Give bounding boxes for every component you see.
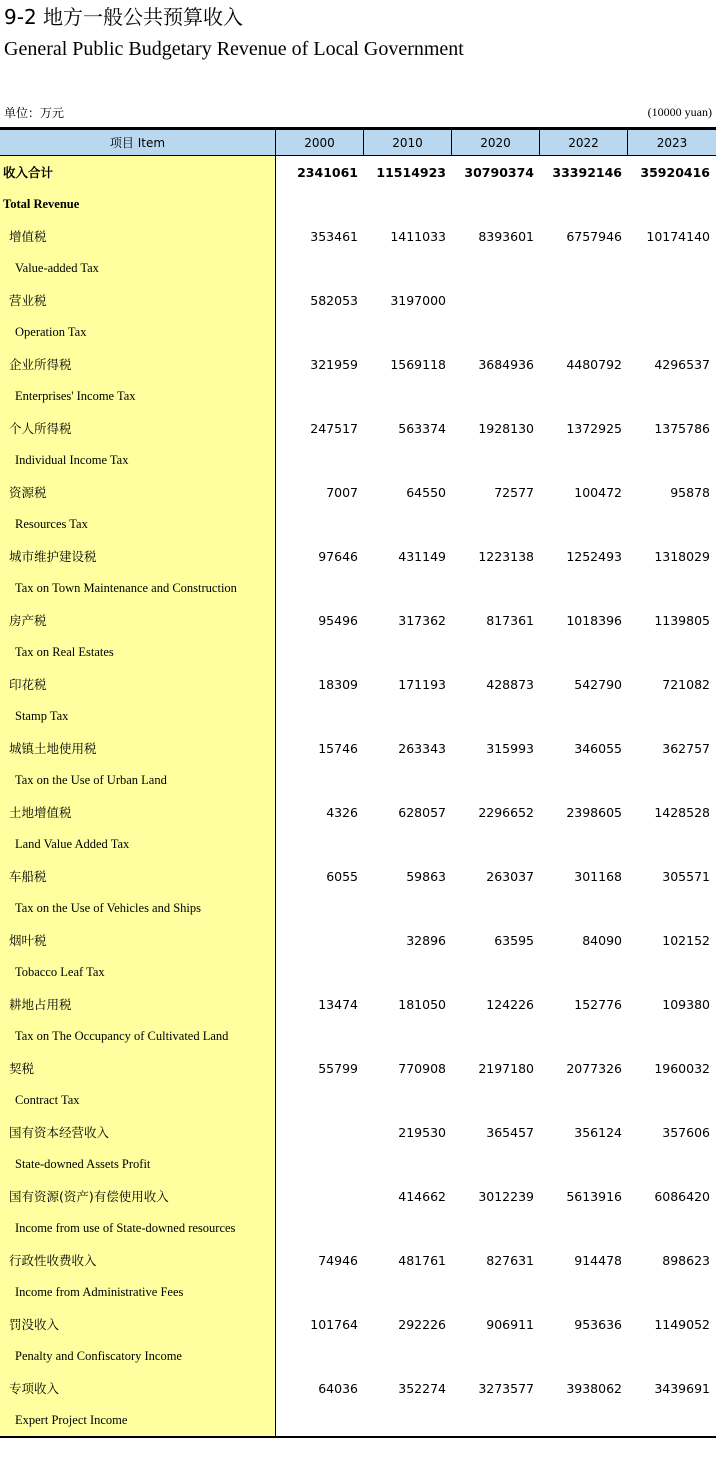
value-cell: 898623 xyxy=(662,1252,710,1268)
value-cell: 317362 xyxy=(398,612,446,628)
row-label-english: Operation Tax xyxy=(15,324,87,339)
row-label-english: Enterprises' Income Tax xyxy=(15,388,136,403)
table-row-english xyxy=(0,956,716,988)
table-row xyxy=(0,156,716,188)
row-label-english: Tobacco Leaf Tax xyxy=(15,964,105,979)
table-row xyxy=(0,732,716,764)
value-cell: 55799 xyxy=(318,1060,358,1076)
table-row-english xyxy=(0,380,716,412)
header-year: 2000 xyxy=(276,130,364,155)
value-cell xyxy=(276,924,364,956)
value-cell: 817361 xyxy=(486,612,534,628)
row-label-english: State-downed Assets Profit xyxy=(15,1156,151,1171)
value-cell: 1318029 xyxy=(654,548,710,564)
row-label-chinese: 行政性收费收入 xyxy=(9,1253,97,1268)
value-cell: 1372925 xyxy=(566,420,622,436)
table-row xyxy=(0,220,716,252)
row-label-english: Tax on the Use of Urban Land xyxy=(15,772,167,787)
value-cell: 6086420 xyxy=(654,1188,710,1204)
row-label-english: Resources Tax xyxy=(15,516,88,531)
value-cell: 414662 xyxy=(398,1188,446,1204)
value-cell: 109380 xyxy=(662,996,710,1012)
value-cell: 431149 xyxy=(398,548,446,564)
table-row xyxy=(0,412,716,444)
table-row xyxy=(0,1372,716,1404)
value-cell: 101764 xyxy=(310,1316,358,1332)
table-row xyxy=(0,1052,716,1084)
table-row-english xyxy=(0,1276,716,1308)
table-row-english xyxy=(0,636,716,668)
value-cell: 1223138 xyxy=(478,548,534,564)
row-label-chinese: 城镇土地使用税 xyxy=(9,741,97,756)
table-header-row xyxy=(0,127,716,156)
table-row-english xyxy=(0,1020,716,1052)
row-label-english: Expert Project Income xyxy=(15,1412,128,1427)
row-label-chinese: 专项收入 xyxy=(9,1381,60,1396)
value-cell xyxy=(276,1116,364,1148)
table-row xyxy=(0,284,716,316)
value-cell: 3439691 xyxy=(654,1380,710,1396)
value-cell: 357606 xyxy=(662,1124,710,1140)
value-cell: 4480792 xyxy=(566,356,622,372)
value-cell: 3938062 xyxy=(566,1380,622,1396)
value-cell: 32896 xyxy=(406,932,446,948)
header-item: 项目 Item xyxy=(0,130,276,155)
value-cell: 74946 xyxy=(318,1252,358,1268)
table-bottom-rule xyxy=(0,1436,716,1438)
value-cell: 1018396 xyxy=(566,612,622,628)
row-label-english: Value-added Tax xyxy=(15,260,99,275)
value-cell: 8393601 xyxy=(478,228,534,244)
value-cell: 1569118 xyxy=(390,356,446,372)
table-row-english xyxy=(0,1148,716,1180)
value-cell: 352274 xyxy=(398,1380,446,1396)
value-cell: 181050 xyxy=(398,996,446,1012)
value-cell: 1960032 xyxy=(654,1060,710,1076)
row-label-chinese: 营业税 xyxy=(9,293,47,308)
value-cell: 11514923 xyxy=(376,164,446,180)
value-cell: 84090 xyxy=(582,932,622,948)
table-row xyxy=(0,924,716,956)
value-cell xyxy=(628,284,716,316)
table-body xyxy=(0,156,716,1436)
table-row-english xyxy=(0,572,716,604)
row-label-english: Penalty and Confiscatory Income xyxy=(15,1348,182,1363)
value-cell: 1928130 xyxy=(478,420,534,436)
row-label-chinese: 烟叶税 xyxy=(9,933,47,948)
value-cell xyxy=(276,1180,364,1212)
table-row-english xyxy=(0,508,716,540)
row-label-chinese: 耕地占用税 xyxy=(9,997,72,1012)
value-cell: 6757946 xyxy=(566,228,622,244)
row-label-chinese: 增值税 xyxy=(9,229,47,244)
value-cell: 6055 xyxy=(326,868,358,884)
value-cell: 365457 xyxy=(486,1124,534,1140)
table-row xyxy=(0,476,716,508)
value-cell: 428873 xyxy=(486,676,534,692)
row-label-chinese: 国有资源(资产)有偿使用收入 xyxy=(9,1189,169,1204)
table-row-english xyxy=(0,188,716,220)
table-row xyxy=(0,540,716,572)
value-cell: 770908 xyxy=(398,1060,446,1076)
row-label-english: Total Revenue xyxy=(3,196,80,211)
row-label-chinese: 契税 xyxy=(9,1061,35,1076)
value-cell: 2398605 xyxy=(566,804,622,820)
value-cell: 63595 xyxy=(494,932,534,948)
value-cell: 7007 xyxy=(326,484,358,500)
value-cell: 721082 xyxy=(662,676,710,692)
value-cell xyxy=(452,284,540,316)
row-label-chinese: 国有资本经营收入 xyxy=(9,1125,110,1140)
row-label-chinese: 房产税 xyxy=(9,613,47,628)
table-row-english xyxy=(0,1084,716,1116)
header-year: 2022 xyxy=(540,130,628,155)
value-cell: 301168 xyxy=(574,868,622,884)
row-label-chinese: 印花税 xyxy=(9,677,47,692)
table-row-english xyxy=(0,1212,716,1244)
header-year: 2020 xyxy=(452,130,540,155)
value-cell: 263343 xyxy=(398,740,446,756)
header-year: 2023 xyxy=(656,135,688,150)
unit-label-chinese: 单位：万元 xyxy=(4,106,65,120)
value-cell: 356124 xyxy=(574,1124,622,1140)
value-cell: 4296537 xyxy=(654,356,710,372)
value-cell: 13474 xyxy=(318,996,358,1012)
value-cell: 542790 xyxy=(574,676,622,692)
page-title-english: General Public Budgetary Revenue of Local Government xyxy=(4,38,464,60)
page-title-chinese: 9-2 地方一般公共预算收入 xyxy=(4,5,244,29)
row-label-chinese: 企业所得税 xyxy=(9,357,72,372)
value-cell: 64550 xyxy=(406,484,446,500)
table-row xyxy=(0,668,716,700)
row-label-english: Tax on Real Estates xyxy=(15,644,114,659)
value-cell: 3012239 xyxy=(478,1188,534,1204)
value-cell: 315993 xyxy=(486,740,534,756)
value-cell: 321959 xyxy=(310,356,358,372)
value-cell: 97646 xyxy=(318,548,358,564)
value-cell: 1375786 xyxy=(654,420,710,436)
row-label-english: Land Value Added Tax xyxy=(15,836,130,851)
value-cell: 124226 xyxy=(486,996,534,1012)
table-row-english xyxy=(0,316,716,348)
table-row-english xyxy=(0,1404,716,1436)
value-cell: 827631 xyxy=(486,1252,534,1268)
value-cell: 2197180 xyxy=(478,1060,534,1076)
value-cell: 1252493 xyxy=(566,548,622,564)
value-cell: 346055 xyxy=(574,740,622,756)
row-label-english: Income from Administrative Fees xyxy=(15,1284,184,1299)
row-label-english: Stamp Tax xyxy=(15,708,69,723)
value-cell: 263037 xyxy=(486,868,534,884)
table-row xyxy=(0,1244,716,1276)
value-cell: 1149052 xyxy=(654,1316,710,1332)
table-row xyxy=(0,860,716,892)
value-cell: 4326 xyxy=(326,804,358,820)
value-cell: 30790374 xyxy=(464,164,534,180)
value-cell: 95878 xyxy=(670,484,710,500)
value-cell: 100472 xyxy=(574,484,622,500)
table-row-english xyxy=(0,1340,716,1372)
table-row-english xyxy=(0,252,716,284)
value-cell: 219530 xyxy=(398,1124,446,1140)
value-cell: 582053 xyxy=(310,292,358,308)
row-label-english: Tax on Town Maintenance and Construction xyxy=(15,580,237,595)
value-cell: 3197000 xyxy=(390,292,446,308)
value-cell xyxy=(540,284,628,316)
row-label-chinese: 车船税 xyxy=(9,869,47,884)
value-cell: 353461 xyxy=(310,228,358,244)
value-cell: 362757 xyxy=(662,740,710,756)
table-row-english xyxy=(0,892,716,924)
value-cell: 953636 xyxy=(574,1316,622,1332)
table-row xyxy=(0,1116,716,1148)
value-cell: 292226 xyxy=(398,1316,446,1332)
value-cell: 18309 xyxy=(318,676,358,692)
value-cell: 64036 xyxy=(318,1380,358,1396)
table-row xyxy=(0,604,716,636)
value-cell: 563374 xyxy=(398,420,446,436)
value-cell: 2341061 xyxy=(297,164,358,180)
table-row xyxy=(0,988,716,1020)
value-cell: 102152 xyxy=(662,932,710,948)
row-label-english: Income from use of State-downed resources xyxy=(15,1220,236,1235)
table-row-english xyxy=(0,764,716,796)
value-cell: 171193 xyxy=(398,676,446,692)
row-label-chinese: 资源税 xyxy=(9,485,47,500)
value-cell: 914478 xyxy=(574,1252,622,1268)
row-label-chinese: 城市维护建设税 xyxy=(9,549,97,564)
value-cell: 1139805 xyxy=(654,612,710,628)
value-cell: 3273577 xyxy=(478,1380,534,1396)
value-cell: 2077326 xyxy=(566,1060,622,1076)
row-label-chinese: 个人所得税 xyxy=(9,421,72,436)
value-cell: 906911 xyxy=(486,1316,534,1332)
row-label-english: Tax on the Use of Vehicles and Ships xyxy=(15,900,202,915)
row-label-chinese: 收入合计 xyxy=(3,165,54,180)
value-cell: 2296652 xyxy=(478,804,534,820)
value-cell: 1411033 xyxy=(390,228,446,244)
value-cell: 33392146 xyxy=(552,164,622,180)
table-row xyxy=(0,1180,716,1212)
header-year: 2010 xyxy=(364,130,452,155)
value-cell: 15746 xyxy=(318,740,358,756)
value-cell: 3684936 xyxy=(478,356,534,372)
row-label-english: Individual Income Tax xyxy=(15,452,129,467)
value-cell: 95496 xyxy=(318,612,358,628)
row-label-english: Tax on The Occupancy of Cultivated Land xyxy=(15,1028,229,1043)
unit-label-english: (10000 yuan) xyxy=(647,105,712,119)
table-row-english xyxy=(0,444,716,476)
value-cell: 35920416 xyxy=(640,164,710,180)
row-label-chinese: 土地增值税 xyxy=(9,805,72,820)
value-cell: 72577 xyxy=(494,484,534,500)
value-cell: 305571 xyxy=(662,868,710,884)
table-row xyxy=(0,348,716,380)
value-cell: 247517 xyxy=(310,420,358,436)
value-cell: 1428528 xyxy=(654,804,710,820)
table-row xyxy=(0,796,716,828)
row-label-chinese: 罚没收入 xyxy=(9,1317,60,1332)
table-row-english xyxy=(0,828,716,860)
value-cell: 5613916 xyxy=(566,1188,622,1204)
value-cell: 59863 xyxy=(406,868,446,884)
table-row xyxy=(0,1308,716,1340)
revenue-table xyxy=(0,127,716,1438)
value-cell: 628057 xyxy=(398,804,446,820)
value-cell: 10174140 xyxy=(646,228,710,244)
row-label-english: Contract Tax xyxy=(15,1092,80,1107)
table-row-english xyxy=(0,700,716,732)
value-cell: 481761 xyxy=(398,1252,446,1268)
value-cell: 152776 xyxy=(574,996,622,1012)
